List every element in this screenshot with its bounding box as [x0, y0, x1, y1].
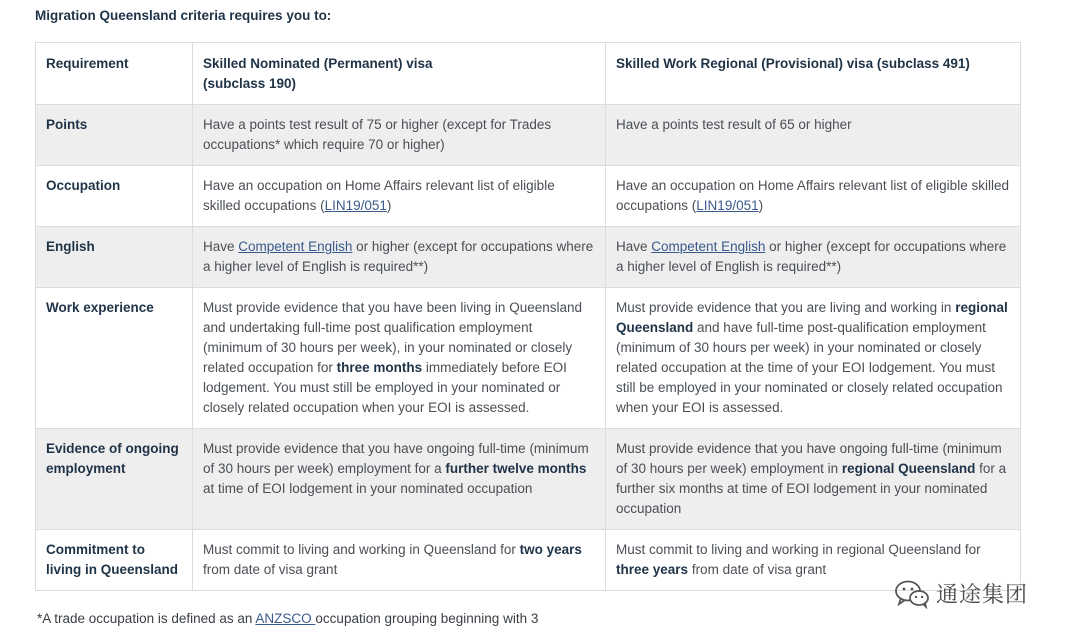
english-491	[606, 227, 1021, 288]
table-row-occupation	[36, 166, 1021, 227]
english-491-post: or higher (except for occupations where a higher level of English is required**)	[616, 239, 1007, 274]
ongoing-190	[193, 429, 606, 530]
commit-491-emphasis: three years	[616, 562, 689, 577]
lin19-051-link[interactable]: LIN19/051	[324, 198, 387, 213]
ongoing-190-c: at time of EOI lodgement in your nominated occupation	[203, 481, 533, 496]
header-190-line1: Skilled Nominated (Permanent) visa	[203, 56, 433, 71]
work-491-c: and have full-time post-qualification employment (minimum of 30 hours per week) in your nominated or closely related occupation at the time of your EOI lodgement. You must still be employed in your nominated or closely related occupation when your EOI is assessed.	[616, 320, 1003, 415]
ongoing-491	[606, 429, 1021, 530]
watermark-text: 通途集团	[936, 582, 1029, 607]
table-header-row	[36, 43, 1021, 105]
lin19-051-link[interactable]: LIN19/051	[696, 198, 759, 213]
watermark	[894, 578, 1028, 609]
english-190	[193, 227, 606, 288]
occupation-190-text: Have an occupation on Home Affairs relevant list of eligible skilled occupations (	[203, 178, 555, 213]
ongoing-190-emphasis: further twelve months	[445, 461, 587, 476]
intro-heading: Migration Queensland criteria requires you to:	[35, 8, 332, 23]
table-row-points	[36, 105, 1021, 166]
commit-491-a: Must commit to living and working in regional Queensland for	[616, 542, 981, 557]
row-label: Occupation	[36, 166, 193, 227]
english-190-pre: Have	[203, 239, 239, 254]
commit-190-c: from date of visa grant	[203, 562, 338, 577]
trade-occupation-footnote	[37, 611, 538, 626]
ongoing-491-c: for a further six months at time of EOI lodgement in your nominated occupation	[616, 461, 1007, 516]
row-label: Evidence of ongoing employment	[36, 429, 193, 530]
work-491-emphasis: regional Queensland	[616, 300, 1008, 335]
work-190-a: Must provide evidence that you have been living in Queensland and undertaking full-time post qualification employment (minimum of 30 hours per week), in your nominated or closely related occupation for	[203, 300, 582, 375]
points-190: Have a points test result of 75 or higher (except for Trades occupations* which require 70 or higher)	[193, 105, 606, 166]
work-491-a: Must provide evidence that you are living and working in	[616, 300, 956, 315]
occupation-491-close: )	[758, 198, 764, 213]
points-491: Have a points test result of 65 or higher	[606, 105, 1021, 166]
occupation-491	[606, 166, 1021, 227]
table-row-ongoing-employment	[36, 429, 1021, 530]
competent-english-link[interactable]: Competent English	[238, 239, 353, 254]
row-label: Points	[36, 105, 193, 166]
occupation-190-close: )	[386, 198, 392, 213]
commitment-190	[193, 530, 606, 591]
competent-english-link[interactable]: Competent English	[651, 239, 766, 254]
footnote-pre: *A trade occupation is defined as an	[37, 611, 256, 626]
table-row-commitment	[36, 530, 1021, 591]
work-190-emphasis: three months	[336, 360, 423, 375]
english-491-pre: Have	[616, 239, 652, 254]
table-row-english	[36, 227, 1021, 288]
header-requirement: Requirement	[36, 43, 193, 105]
occupation-190	[193, 166, 606, 227]
table-row-work-experience	[36, 288, 1021, 429]
header-subclass-491: Skilled Work Regional (Provisional) visa (subclass 491)	[606, 43, 1021, 105]
wechat-icon	[894, 579, 930, 609]
english-190-post: or higher (except for occupations where a higher level of English is required**)	[203, 239, 594, 274]
work-experience-491	[606, 288, 1021, 429]
footnote-post: occupation grouping beginning with 3	[315, 611, 539, 626]
row-label: Commitment to living in Queensland	[36, 530, 193, 591]
ongoing-491-a: Must provide evidence that you have ongoing full-time (minimum of 30 hours per week) employment in	[616, 441, 1002, 476]
row-label: English	[36, 227, 193, 288]
header-subclass-190	[193, 43, 606, 105]
row-label: Work experience	[36, 288, 193, 429]
ongoing-190-a: Must provide evidence that you have ongoing full-time (minimum of 30 hours per week) employment for a	[203, 441, 589, 476]
anzsco-link[interactable]: ANZSCO	[255, 611, 316, 626]
occupation-491-text: Have an occupation on Home Affairs relevant list of eligible skilled occupations (	[616, 178, 1009, 213]
work-experience-190	[193, 288, 606, 429]
commit-190-a: Must commit to living and working in Queensland for	[203, 542, 520, 557]
commit-491-c: from date of visa grant	[688, 562, 827, 577]
ongoing-491-emphasis: regional Queensland	[841, 461, 976, 476]
work-190-c: immediately before EOI lodgement. You must still be employed in your nominated or closely related occupation when your EOI is assessed.	[203, 360, 567, 415]
criteria-table	[35, 42, 1021, 591]
commit-190-emphasis: two years	[519, 542, 582, 557]
header-190-line2: (subclass 190)	[203, 76, 297, 91]
